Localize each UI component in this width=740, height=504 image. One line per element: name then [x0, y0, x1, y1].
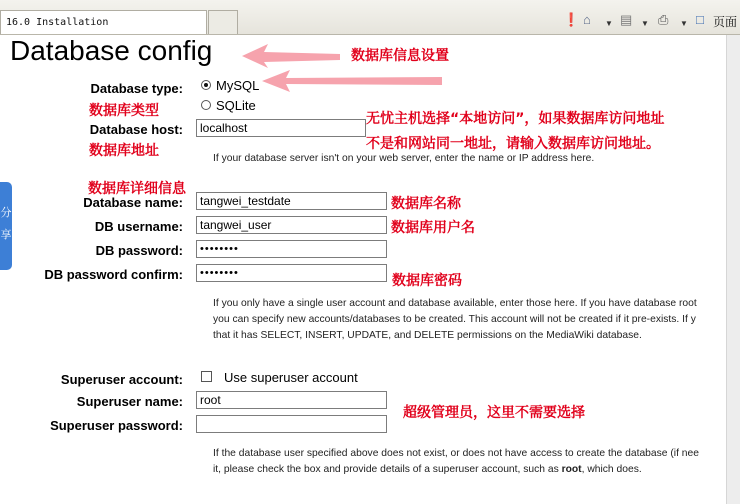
- rss-icon[interactable]: ▤: [620, 12, 633, 27]
- db-name-label: Database name:: [83, 195, 183, 210]
- home-icon[interactable]: ⌂: [583, 12, 591, 27]
- db-username-label: DB username:: [94, 219, 183, 234]
- superuser-help-root: root: [561, 464, 582, 475]
- db-type-label: Database type:: [90, 81, 183, 96]
- db-password-label: DB password:: [95, 243, 183, 258]
- annotation-db-username: 数据库用户名: [391, 220, 475, 236]
- db-password-confirm-input[interactable]: ••••••••: [196, 264, 387, 282]
- vertical-scrollbar[interactable]: [726, 35, 740, 504]
- superuser-name-input[interactable]: root: [196, 391, 387, 409]
- superuser-password-label: Superuser password:: [50, 418, 183, 433]
- superuser-help-line-2: [213, 462, 642, 478]
- share-sidebar-tab[interactable]: 分享: [0, 182, 12, 270]
- db-password-input[interactable]: ••••••••: [196, 240, 387, 258]
- superuser-help-line-1: If the database user specified above does not exist, or does not have access to create the database (if nee: [213, 448, 699, 459]
- superuser-account-label: Superuser account:: [60, 372, 183, 387]
- superuser-help-prefix: it, please check the box and provide details of a superuser account, such as: [213, 464, 562, 475]
- page-icon[interactable]: □: [696, 12, 704, 27]
- annotation-db-settings: 数据库信息设置: [351, 48, 449, 64]
- superuser-password-input[interactable]: [196, 415, 387, 433]
- chevron-down-icon[interactable]: ▼: [641, 19, 649, 28]
- annotation-db-type: 数据库类型: [89, 103, 159, 119]
- annotation-host-line2: 不是和网站同一地址，请输入数据库访问地址。: [366, 136, 660, 152]
- db-host-label: Database host:: [89, 122, 183, 137]
- chevron-down-icon[interactable]: ▼: [680, 19, 688, 28]
- superuser-help-suffix: , which does.: [581, 464, 642, 475]
- account-help-line-1: If you only have a single user account and database available, enter those here. If you have database root: [213, 298, 697, 309]
- account-help-line-3: that it has SELECT, INSERT, UPDATE, and DELETE permissions on the MediaWiki database.: [213, 330, 642, 341]
- annotation-db-name: 数据库名称: [391, 196, 461, 212]
- new-tab-button[interactable]: [208, 10, 238, 34]
- tab-title: 16.0 Installation: [6, 17, 109, 28]
- print-icon[interactable]: ⎙: [658, 12, 669, 27]
- annotation-arrow: [242, 42, 342, 70]
- annotation-db-password: 数据库密码: [392, 273, 462, 289]
- db-password-confirm-label: DB password confirm:: [44, 267, 183, 282]
- db-name-input[interactable]: tangwei_testdate: [196, 192, 387, 210]
- browser-tab[interactable]: [0, 10, 207, 34]
- annotation-db-host: 数据库地址: [89, 143, 159, 159]
- annotation-superuser: 超级管理员，这里不需要选择: [403, 405, 585, 421]
- annotation-db-details: 数据库详细信息: [88, 181, 186, 197]
- superuser-name-label: Superuser name:: [76, 394, 183, 409]
- page-menu-label[interactable]: 页面: [713, 15, 738, 29]
- radio-sqlite-label[interactable]: SQLite: [216, 98, 256, 113]
- radio-mysql-label[interactable]: MySQL: [216, 78, 260, 93]
- annotation-arrow: [262, 68, 444, 94]
- page-title: Database config: [10, 35, 213, 66]
- db-username-input[interactable]: tangwei_user: [196, 216, 387, 234]
- radio-sqlite[interactable]: [201, 100, 211, 110]
- account-help-line-2: you can specify new accounts/databases to be created. This account will not be created if it pre-exists. If y: [213, 314, 696, 325]
- annotation-host-line1: 无忧主机选择“本地访问”，如果数据库访问地址: [366, 111, 665, 127]
- db-host-help: If your database server isn't on your web server, enter the name or IP address here.: [213, 153, 595, 164]
- radio-mysql[interactable]: [201, 80, 211, 90]
- superuser-checkbox-label[interactable]: Use superuser account: [224, 370, 358, 385]
- feed-icon[interactable]: ❗: [563, 12, 580, 27]
- browser-toolbar: [0, 0, 740, 35]
- superuser-checkbox[interactable]: [201, 371, 212, 382]
- db-host-input[interactable]: localhost: [196, 119, 366, 137]
- chevron-down-icon[interactable]: ▼: [605, 19, 613, 28]
